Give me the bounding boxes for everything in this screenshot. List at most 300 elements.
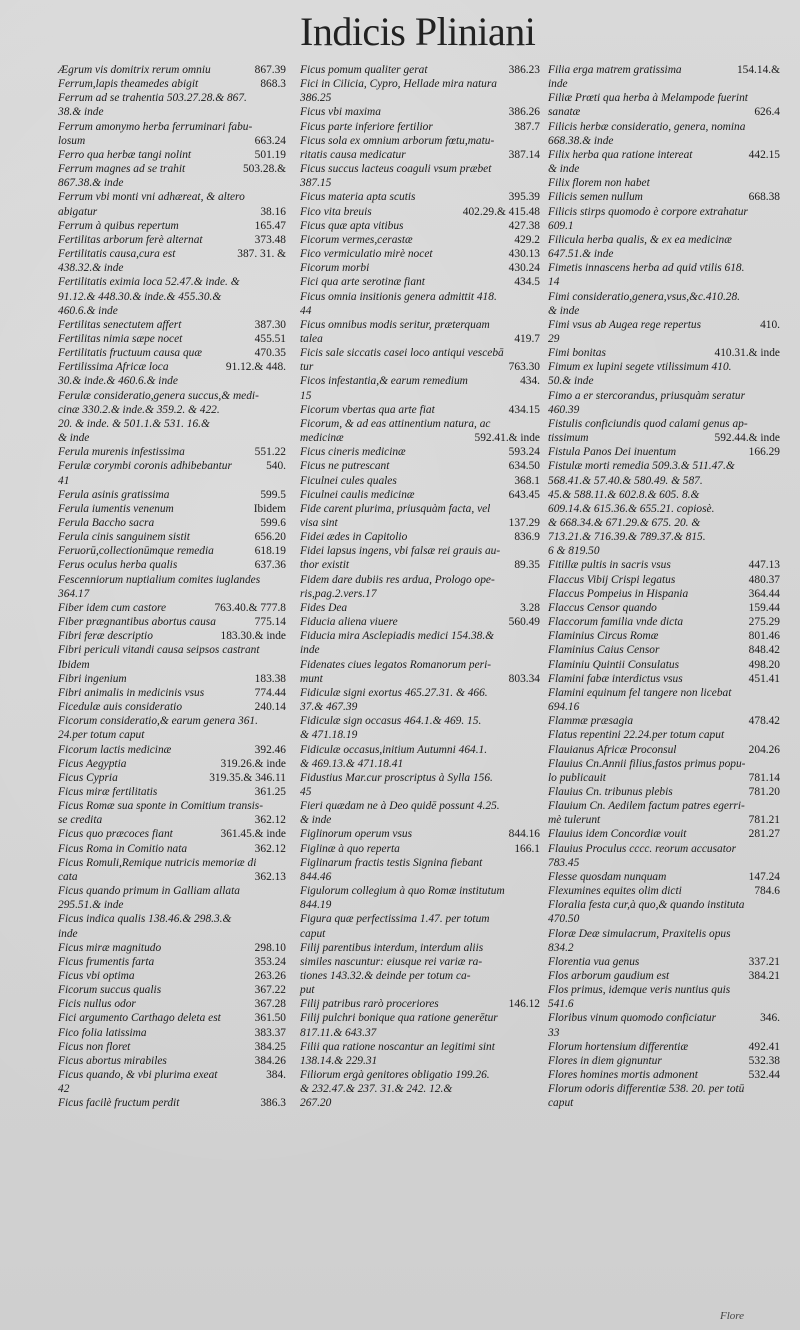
- index-entry: [58, 474, 286, 488]
- index-entry: [300, 261, 540, 275]
- entry-text: Fico vermiculatio mirè nocet: [300, 248, 433, 261]
- index-entry: [300, 842, 540, 856]
- index-entry: [300, 1054, 540, 1068]
- index-entry: [58, 247, 286, 261]
- entry-text: 45: [300, 785, 312, 798]
- entry-text: Fimetis innascens herba ad quid vtilis 618.: [548, 262, 745, 275]
- entry-text: Fici argumento Carthago deleta est: [58, 1012, 221, 1025]
- index-entry: [58, 870, 286, 884]
- entry-reference: 386.26: [508, 106, 540, 119]
- entry-text: Fibri periculi vitandi causa seipsos castrant: [58, 644, 260, 657]
- entry-reference: 763.30: [508, 361, 540, 374]
- entry-text: Ficus miræ magnitudo: [58, 941, 162, 954]
- entry-reference: 281.27: [748, 828, 780, 841]
- entry-text: 609.14.& 615.36.& 655.21. copiosè.: [548, 502, 715, 515]
- index-entry: [58, 629, 286, 643]
- entry-text: Fimo a er stercorandus, priusquàm seratur: [548, 389, 746, 402]
- index-entry: [548, 969, 780, 983]
- index-entry: [58, 459, 286, 473]
- entry-text: Flauius Cn. tribunus plebis: [548, 785, 673, 798]
- entry-reference: 427.38: [508, 219, 540, 232]
- entry-text: Fici in Cilicia, Cypro, Hellade mira natura: [300, 78, 497, 91]
- entry-text: Fitillæ pultis in sacris vsus: [548, 559, 671, 572]
- entry-text: Fimi vsus ab Augea rege repertus: [548, 318, 702, 331]
- entry-reference: 478.42: [748, 715, 780, 728]
- entry-reference: 592.41.& inde: [474, 432, 540, 445]
- entry-text: Flauius Cn.Annii filius,fastos primus popu-: [548, 757, 746, 770]
- entry-text: Fibri animalis in medicinis vsus: [58, 686, 205, 699]
- index-column-2: [300, 63, 540, 1111]
- index-entry: [58, 856, 286, 870]
- entry-text: Filia erga matrem gratissima: [548, 64, 682, 76]
- index-entry: [300, 516, 540, 530]
- entry-text: 45.& 588.11.& 602.8.& 605. 8.&: [548, 488, 700, 501]
- entry-text: talea: [300, 332, 323, 345]
- index-entry: [548, 941, 780, 955]
- index-entry: [548, 643, 780, 657]
- entry-text: Fidenates ciues legatos Romanorum peri-: [300, 658, 492, 671]
- index-entry: [58, 898, 286, 912]
- entry-text: 609.1: [548, 219, 574, 232]
- index-entry: [58, 700, 286, 714]
- entry-text: similes nascuntur: eiusque rei variæ ra-: [300, 955, 483, 968]
- index-entry: [300, 558, 540, 572]
- entry-text: Feruorū,collectionūmque remedia: [58, 545, 214, 558]
- entry-text: Flaccus Vibij Crispi legatus: [548, 573, 676, 586]
- index-entry: [58, 643, 286, 657]
- index-entry: [300, 148, 540, 162]
- entry-text: Figlinarum fractis testis Signina fiebant: [300, 856, 483, 869]
- index-entry: [58, 360, 286, 374]
- entry-reference: 532.44: [748, 1069, 780, 1082]
- index-entry: [58, 389, 286, 403]
- entry-reference: 637.36: [254, 559, 286, 572]
- entry-reference: 774.44: [254, 686, 286, 699]
- entry-text: 138.14.& 229.31: [300, 1054, 378, 1067]
- entry-text: 42: [58, 1083, 70, 1096]
- index-entry: [300, 247, 540, 261]
- entry-text: Ficos infestantia,& earum remedium: [300, 375, 468, 388]
- entry-text: Floræ Deæ simulacrum, Praxitelis opus: [548, 927, 731, 940]
- entry-text: Florentia vua genus: [548, 955, 640, 968]
- entry-reference: 383.37: [254, 1026, 286, 1039]
- entry-reference: 373.48: [254, 233, 286, 246]
- index-entry: [300, 488, 540, 502]
- index-entry: [548, 1026, 780, 1040]
- entry-text: 834.2: [548, 941, 574, 954]
- index-entry: [300, 573, 540, 587]
- index-entry: [548, 148, 780, 162]
- index-entry: [300, 615, 540, 629]
- entry-reference: 867.39: [254, 64, 286, 76]
- index-entry: [548, 658, 780, 672]
- entry-text: Fistulæ morti remedia 509.3.& 511.47.&: [548, 460, 735, 473]
- entry-text: Ficus quando, & vbi plurima exeat: [58, 1069, 218, 1082]
- index-entry: [300, 955, 540, 969]
- entry-text: 867.38.& inde: [58, 177, 124, 190]
- index-entry: [548, 1054, 780, 1068]
- index-entry: [300, 1082, 540, 1096]
- index-entry: [300, 459, 540, 473]
- entry-text: Ficus sola ex omnium arborum fœtu,matu-: [300, 134, 495, 147]
- index-entry: [548, 983, 780, 997]
- index-entry: [548, 743, 780, 757]
- entry-text: visa sint: [300, 517, 338, 529]
- index-entry: [58, 134, 286, 148]
- index-entry: [300, 360, 540, 374]
- entry-reference: 240.14: [254, 701, 286, 714]
- entry-reference: 337.21: [748, 955, 780, 968]
- entry-text: Ficulnei cules quales: [300, 474, 397, 487]
- index-entry: [548, 332, 780, 346]
- entry-reference: 3.28: [520, 601, 540, 614]
- index-entry: [300, 700, 540, 714]
- entry-text: Ferula murenis infestissima: [58, 446, 185, 459]
- entry-text: Ficus indica qualis 138.46.& 298.3.&: [58, 913, 232, 926]
- entry-reference: 384.: [266, 1069, 286, 1082]
- index-entry: [548, 629, 780, 643]
- index-entry: [300, 1068, 540, 1082]
- index-entry: [548, 77, 780, 91]
- index-entry: [300, 502, 540, 516]
- index-entry: [548, 799, 780, 813]
- index-entry: [548, 686, 780, 700]
- entry-reference: 480.37: [748, 573, 780, 586]
- entry-text: Ferrum ad se trahentia 503.27.28.& 867.: [58, 92, 247, 105]
- entry-text: Fidei ædes in Capitolio: [300, 531, 408, 544]
- index-entry: [300, 318, 540, 332]
- index-entry: [300, 176, 540, 190]
- entry-text: Ficus quando primum in Galliam allata: [58, 885, 240, 898]
- entry-text: caput: [300, 927, 326, 940]
- entry-text: & inde: [58, 432, 90, 445]
- index-entry: [548, 105, 780, 119]
- index-entry: [58, 969, 286, 983]
- entry-text: Flaminiu Quintii Consulatus: [548, 658, 680, 671]
- entry-text: Ibidem: [58, 658, 90, 671]
- index-entry: [300, 927, 540, 941]
- index-entry: [548, 856, 780, 870]
- index-entry: [548, 785, 780, 799]
- entry-reference: 430.24: [508, 262, 540, 275]
- index-entry: [58, 417, 286, 431]
- entry-text: Ficus miræ fertilitatis: [58, 785, 158, 798]
- index-entry: [300, 813, 540, 827]
- entry-text: Flamini fabæ interdictus vsus: [548, 672, 683, 685]
- entry-text: Ficis nullus odor: [58, 998, 136, 1011]
- index-entry: [300, 969, 540, 983]
- entry-reference: 470.35: [254, 347, 286, 360]
- entry-reference: 455.51: [254, 332, 286, 345]
- entry-reference: 410.: [760, 318, 780, 331]
- entry-text: Ficus facilè fructum perdit: [58, 1097, 180, 1110]
- index-entry: [58, 374, 286, 388]
- index-entry: [58, 205, 286, 219]
- entry-text: Fertilitatis fructuum causa quæ: [58, 347, 202, 360]
- entry-text: 668.38.& inde: [548, 134, 614, 147]
- index-entry: [58, 827, 286, 841]
- entry-reference: 392.46: [254, 743, 286, 756]
- index-entry: [548, 927, 780, 941]
- entry-reference: Ibidem: [253, 502, 286, 515]
- entry-text: Flaccorum familia vnde dicta: [548, 616, 684, 629]
- entry-text: Ficorum morbi: [300, 262, 370, 275]
- entry-text: Ægrum vis domitrix rerum omniu: [58, 64, 211, 76]
- entry-reference: 551.22: [254, 446, 286, 459]
- index-entry: [300, 827, 540, 841]
- entry-text: 20. & inde. & 501.1.& 531. 16.&: [58, 417, 210, 430]
- entry-text: Ficus Romæ sua sponte in Comitium transis-: [58, 800, 264, 813]
- entry-text: Ferrum vbi monti vni adhæreat, & altero: [58, 191, 245, 204]
- index-entry: [300, 275, 540, 289]
- entry-text: & 232.47.& 237. 31.& 242. 12.&: [300, 1083, 453, 1096]
- index-entry: [58, 162, 286, 176]
- index-entry: [58, 1054, 286, 1068]
- entry-text: Filicis stirps quomodo è corpore extrahatur: [548, 205, 748, 218]
- entry-text: Ficus frumentis farta: [58, 955, 155, 968]
- index-entry: [300, 799, 540, 813]
- index-entry: [300, 431, 540, 445]
- entry-text: Ferro qua herbæ tangi nolint: [58, 148, 192, 161]
- entry-text: Ficus vbi maxima: [300, 106, 381, 119]
- entry-text: Ficus quæ apta vitibus: [300, 219, 404, 232]
- index-column-3: [548, 63, 780, 1111]
- index-entry: [548, 474, 780, 488]
- entry-text: Ferulæ consideratio,genera succus,& medi-: [58, 389, 259, 402]
- entry-text: 460.39: [548, 403, 580, 416]
- entry-text: Fico vita breuis: [300, 205, 372, 218]
- index-entry: [300, 120, 540, 134]
- index-entry: [300, 1096, 540, 1110]
- entry-text: 470.50: [548, 913, 580, 926]
- entry-text: Flauium Cn. Aedilem factum patres egerri-: [548, 800, 745, 813]
- entry-text: 817.11.& 643.37: [300, 1026, 377, 1039]
- index-entry: [58, 290, 286, 304]
- entry-text: Ficus parte inferiore fertilior: [300, 120, 433, 133]
- entry-reference: 361.50: [254, 1012, 286, 1025]
- index-entry: [300, 870, 540, 884]
- index-entry: [548, 502, 780, 516]
- entry-text: 38.& inde: [58, 106, 104, 119]
- entry-reference: 592.44.& inde: [714, 432, 780, 445]
- entry-reference: 599.5: [260, 488, 286, 501]
- entry-text: sanatæ: [548, 106, 581, 119]
- entry-text: Fidiculæ sign occasus 464.1.& 469. 15.: [300, 715, 482, 728]
- entry-text: & 469.13.& 471.18.41: [300, 757, 404, 770]
- entry-text: Ficorum lactis medicinæ: [58, 743, 172, 756]
- index-entry: [300, 190, 540, 204]
- entry-reference: 775.14: [254, 616, 286, 629]
- entry-text: Ferulæ corymbi coronis adhibebantur: [58, 460, 232, 473]
- index-entry: [58, 941, 286, 955]
- entry-text: 647.51.& inde: [548, 248, 614, 261]
- entry-text: 541.6: [548, 998, 574, 1011]
- index-entry: [58, 403, 286, 417]
- index-entry: [548, 459, 780, 473]
- index-entry: [58, 955, 286, 969]
- entry-text: Flaminius Circus Romæ: [548, 630, 659, 643]
- entry-text: Ferus oculus herba qualis: [58, 559, 178, 572]
- entry-reference: 362.13: [254, 870, 286, 883]
- entry-text: Fistula Panos Dei inuentum: [548, 446, 677, 459]
- index-entry: [58, 1068, 286, 1082]
- entry-text: 44: [300, 304, 312, 317]
- index-entry: [300, 530, 540, 544]
- index-entry: [300, 63, 540, 77]
- index-entry: [548, 898, 780, 912]
- index-entry: [58, 77, 286, 91]
- entry-text: Ficorum consideratio,& earum genera 361.: [58, 715, 258, 728]
- entry-text: Flos primus, idemque veris nuntius quis: [548, 984, 731, 997]
- entry-reference: 844.16: [508, 828, 540, 841]
- entry-text: Flesse quosdam nunquam: [548, 870, 667, 883]
- index-entry: [300, 898, 540, 912]
- entry-text: losum: [58, 134, 86, 147]
- entry-text: caput: [548, 1097, 574, 1110]
- entry-reference: 159.44: [748, 601, 780, 614]
- entry-text: Flamini equinum fel tangere non licebat: [548, 686, 732, 699]
- index-entry: [58, 558, 286, 572]
- entry-text: Florum odoris differentiæ 538. 20. per totū: [548, 1083, 745, 1096]
- index-entry: [58, 318, 286, 332]
- entry-text: Ficus non floret: [58, 1040, 131, 1053]
- entry-text: Ficedulæ auis consideratio: [58, 701, 183, 714]
- entry-reference: 803.34: [508, 672, 540, 685]
- entry-text: ris,pag.2.vers.17: [300, 587, 377, 600]
- entry-reference: 137.29: [508, 517, 540, 529]
- entry-text: Fimi consideratio,genera,vsus,&c.410.28.: [548, 290, 741, 303]
- entry-text: 24.per totum caput: [58, 729, 145, 742]
- entry-reference: 763.40.& 777.8: [214, 601, 286, 614]
- index-entry: [58, 516, 286, 530]
- entry-text: Fidustius Mar.cur proscriptus à Sylla 156.: [300, 771, 493, 784]
- entry-text: Flaccus Pompeius in Hispania: [548, 587, 689, 600]
- entry-text: Filii qua ratione noscantur an legitimi sint: [300, 1040, 495, 1053]
- entry-text: Ficus Roma in Comitio nata: [58, 842, 188, 855]
- index-entry: [58, 1096, 286, 1110]
- index-entry: [300, 997, 540, 1011]
- entry-text: medicinæ: [300, 432, 344, 445]
- index-entry: [548, 544, 780, 558]
- entry-reference: 386.3: [260, 1097, 286, 1110]
- index-entry: [58, 983, 286, 997]
- entry-text: 387.15: [300, 177, 332, 190]
- entry-text: thor existit: [300, 559, 350, 572]
- index-entry: [548, 403, 780, 417]
- entry-text: Floralia festa cur,à quo,& quando instituta: [548, 899, 745, 912]
- entry-reference: 364.44: [748, 587, 780, 600]
- index-entry: [58, 615, 286, 629]
- index-entry: [548, 176, 780, 190]
- index-entry: [548, 360, 780, 374]
- entry-text: Fimi bonitas: [548, 347, 606, 360]
- entry-text: Ficorum succus qualis: [58, 984, 162, 997]
- entry-text: Fertilissima Africæ loca: [58, 361, 169, 374]
- entry-text: Fidiculæ occasus,initium Autumni 464.1.: [300, 743, 488, 756]
- entry-text: Figlinorum operum vsus: [300, 828, 413, 841]
- entry-reference: 166.1: [514, 842, 540, 855]
- entry-reference: 784.6: [754, 885, 780, 898]
- entry-reference: 387.7: [514, 120, 540, 133]
- entry-reference: 618.19: [254, 545, 286, 558]
- index-entry: [548, 219, 780, 233]
- index-entry: [300, 304, 540, 318]
- index-entry: [58, 1040, 286, 1054]
- entry-reference: 353.24: [254, 955, 286, 968]
- entry-text: Flores in diem gignuntur: [548, 1054, 662, 1067]
- index-entry: [58, 672, 286, 686]
- index-entry: [300, 162, 540, 176]
- entry-text: Flauius idem Concordiæ vouit: [548, 828, 687, 841]
- entry-reference: 384.25: [254, 1040, 286, 1053]
- entry-text: Filicis herbæ consideratio, genera, nomina: [548, 120, 746, 133]
- entry-text: inde: [300, 644, 320, 657]
- index-entry: [58, 544, 286, 558]
- index-entry: [548, 488, 780, 502]
- entry-text: tur: [300, 361, 314, 374]
- index-entry: [58, 431, 286, 445]
- entry-text: mè tulerunt: [548, 814, 601, 827]
- index-entry: [300, 983, 540, 997]
- index-column-1: [58, 63, 286, 1111]
- entry-text: Figulorum collegium à quo Romæ institutum: [300, 885, 505, 898]
- entry-text: Ferula Baccho sacra: [58, 517, 155, 529]
- entry-reference: 656.20: [254, 531, 286, 544]
- index-entry: [548, 728, 780, 742]
- index-entry: [548, 884, 780, 898]
- index-entry: [58, 304, 286, 318]
- entry-text: 29: [548, 332, 560, 345]
- index-entry: [300, 1026, 540, 1040]
- index-entry: [58, 813, 286, 827]
- entry-reference: 361.45.& inde: [220, 828, 286, 841]
- index-entry: [300, 686, 540, 700]
- index-entry: [300, 1011, 540, 1025]
- index-entry: [300, 856, 540, 870]
- entry-text: 295.51.& inde: [58, 899, 124, 912]
- index-entry: [300, 912, 540, 926]
- index-entry: [58, 346, 286, 360]
- entry-reference: 166.29: [748, 446, 780, 459]
- index-entry: [58, 148, 286, 162]
- entry-text: Fico folia latissima: [58, 1026, 147, 1039]
- index-entry: [300, 757, 540, 771]
- entry-text: inde: [58, 927, 78, 940]
- index-entry: [58, 91, 286, 105]
- entry-text: lo publicauit: [548, 771, 606, 784]
- index-entry: [300, 474, 540, 488]
- entry-text: Ficus cineris medicinæ: [300, 446, 406, 459]
- entry-reference: 643.45: [508, 488, 540, 501]
- entry-text: tissimum: [548, 432, 589, 445]
- index-entry: [300, 884, 540, 898]
- index-entry: [548, 997, 780, 1011]
- entry-reference: 634.50: [508, 460, 540, 473]
- entry-text: Figlinæ à quo reperta: [300, 842, 400, 855]
- entry-text: Ficulnei caulis medicinæ: [300, 488, 415, 501]
- index-entry: [300, 629, 540, 643]
- entry-text: 844.46: [300, 870, 332, 883]
- index-entry: [548, 813, 780, 827]
- index-entry: [548, 417, 780, 431]
- index-entry: [548, 233, 780, 247]
- index-entry: [548, 700, 780, 714]
- entry-text: Ficus Aegyptia: [58, 757, 127, 770]
- index-entry: [548, 318, 780, 332]
- index-entry: [58, 488, 286, 502]
- index-entry: [58, 842, 286, 856]
- entry-reference: 362.12: [254, 842, 286, 855]
